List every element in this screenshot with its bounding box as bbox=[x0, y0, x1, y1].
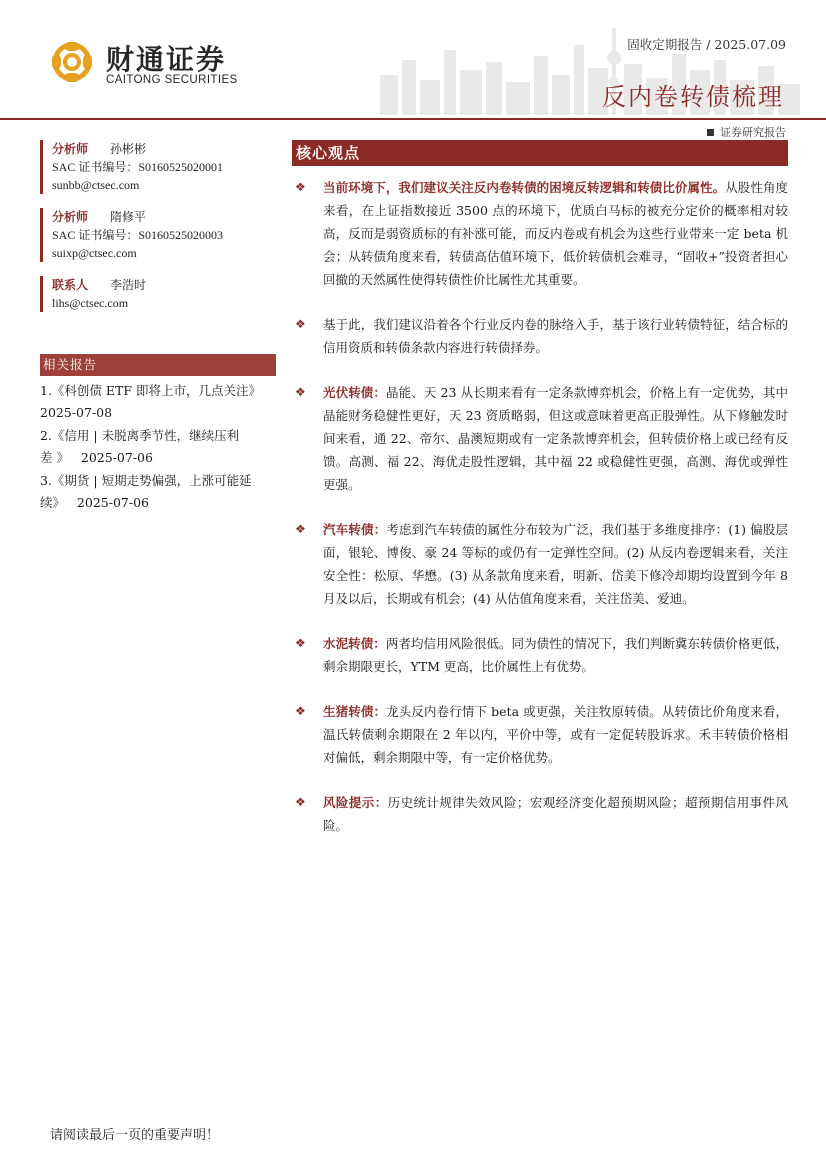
square-bullet-icon bbox=[707, 129, 714, 136]
related-reports-heading: 相关报告 bbox=[40, 354, 276, 376]
sidebar bbox=[40, 140, 276, 515]
point-body: 晶能、天 23 从长期来看有一定条款博弈机会，价格上有一定优势，其中晶能财务稳健性更好，天 23 资质略弱，但这或意味着更高正股弹性。从下修触发时间来看，通 22、帝尔、晶澳短期或有一定条款博弈机会，但转债价格上或已经有反馈。高测、福 22、海优走股性逻辑，其中福 22 或稳健性更强，高测、海优或弹性更强。 bbox=[323, 385, 788, 492]
related-report-date: 2025-07-08 bbox=[40, 405, 113, 420]
analyst-role: 分析师 bbox=[52, 210, 89, 224]
core-point bbox=[292, 176, 788, 291]
diamond-bullet-icon: ❖ bbox=[295, 522, 306, 536]
related-report-title: 2.《信用 | 未脱离季节性，继续压利 bbox=[40, 428, 240, 443]
page-header bbox=[0, 0, 826, 139]
point-lead: 生猪转债： bbox=[323, 704, 387, 719]
analyst-email[interactable]: sunbb@ctsec.com bbox=[52, 178, 140, 192]
report-title: 反内卷转债梳理 bbox=[602, 83, 784, 111]
analyst-role: 分析师 bbox=[52, 142, 89, 156]
contact-email[interactable]: lihs@ctsec.com bbox=[52, 296, 129, 310]
diamond-bullet-icon: ❖ bbox=[295, 180, 306, 194]
diamond-bullet-icon: ❖ bbox=[295, 704, 306, 718]
point-body: 从股性角度来看，在上证指数接近 3500 点的环境下，优质白马标的被充分定价的概率相对较高，反而是弱资质标的有补涨可能，而反内卷或有机会为这些行业带来一定 beta 机会；从转债角度来看，转债高估值环境下，低价转债机会难寻，“固收+”投资者担心回撤的天然属性使得转债性价比属性尤其重要。 bbox=[323, 180, 788, 287]
related-report-item[interactable] bbox=[40, 470, 276, 514]
report-type-label: 证券研究报告 bbox=[720, 126, 786, 139]
contact-name: 李浩时 bbox=[110, 278, 147, 292]
core-point bbox=[292, 791, 788, 837]
contact-card bbox=[40, 276, 276, 312]
caitong-logo-icon bbox=[50, 40, 94, 84]
diamond-bullet-icon: ❖ bbox=[295, 317, 306, 331]
related-report-item[interactable] bbox=[40, 425, 276, 469]
point-lead: 水泥转债： bbox=[323, 636, 386, 651]
related-report-title: 3.《期货 | 短期走势偏强，上涨可能延 bbox=[40, 473, 252, 488]
core-point bbox=[292, 518, 788, 610]
analyst-sac-number: SAC 证书编号：S0160525020003 bbox=[52, 228, 224, 242]
point-body: 历史统计规律失效风险；宏观经济变化超预期风险；超预期信用事件风险。 bbox=[323, 795, 788, 833]
diamond-bullet-icon: ❖ bbox=[295, 636, 306, 650]
point-body: 两者均信用风险很低。同为债性的情况下，我们判断冀东转债价格更低，剩余期限更长，YTM 更高，比价属性上有优势。 bbox=[323, 636, 788, 674]
core-views-section bbox=[292, 140, 788, 859]
core-views-heading: 核心观点 bbox=[292, 140, 788, 166]
core-point bbox=[292, 700, 788, 769]
contact-role: 联系人 bbox=[52, 278, 89, 292]
related-reports bbox=[40, 354, 276, 514]
related-report-date: 差 》 2025-07-06 bbox=[40, 450, 153, 465]
diamond-bullet-icon: ❖ bbox=[295, 385, 306, 399]
analyst-sac-number: SAC 证书编号：S0160525020001 bbox=[52, 160, 224, 174]
logo-chinese-name: 财通证券 bbox=[106, 43, 227, 76]
company-logo bbox=[50, 40, 250, 90]
related-reports-list bbox=[40, 380, 276, 514]
core-point bbox=[292, 381, 788, 496]
related-report-item[interactable] bbox=[40, 380, 276, 424]
header-divider bbox=[0, 118, 826, 120]
point-lead: 风险提示： bbox=[323, 795, 388, 810]
analyst-name: 隋修平 bbox=[110, 210, 147, 224]
core-point bbox=[292, 632, 788, 678]
point-body: 考虑到汽车转债的属性分布较为广泛，我们基于多维度排序：(1) 偏股层面，银轮、博俊、豪 24 等标的或仍有一定弹性空间。(2) 从反内卷逻辑来看，关注安全性：松原、华懋。(3) 从条款角度来看，明新、岱美下修冷却期均设置到今年 8 月及以后，长期或有机会；(4) 从估值角度来看，关注岱美、爱迪。 bbox=[323, 522, 788, 606]
disclaimer-notice: 请阅读最后一页的重要声明！ bbox=[50, 1128, 220, 1143]
analyst-name: 孙彬彬 bbox=[110, 142, 147, 156]
core-views-list bbox=[292, 176, 788, 837]
diamond-bullet-icon: ❖ bbox=[295, 795, 306, 809]
core-point bbox=[292, 313, 788, 359]
analyst-card bbox=[40, 140, 276, 194]
analyst-card bbox=[40, 208, 276, 262]
point-lead: 光伏转债： bbox=[323, 385, 387, 400]
report-type-tag bbox=[707, 124, 786, 140]
logo-english-name: CAITONG SECURITIES bbox=[106, 74, 238, 86]
point-body: 龙头反内卷行情下 beta 或更强，关注牧原转债。从转债比价角度来看，温氏转债剩余期限在 2 年以内，平价中等，或有一定促转股诉求。禾丰转债价格相对偏低，剩余期限中等，有一定价格优势。 bbox=[323, 704, 788, 765]
point-lead: 汽车转债： bbox=[323, 522, 387, 537]
related-report-date: 续》 2025-07-06 bbox=[40, 495, 149, 510]
point-body: 基于此，我们建议沿着各个行业反内卷的脉络入手，基于该行业转债特征，结合标的信用资质和转债条款内容进行转债择券。 bbox=[323, 317, 788, 355]
report-category-date: 固收定期报告 / 2025.07.09 bbox=[627, 37, 786, 52]
related-report-title: 1.《科创债 ETF 即将上市，几点关注》 bbox=[40, 383, 262, 398]
point-lead: 当前环境下，我们建议关注反内卷转债的困境反转逻辑和转债比价属性。 bbox=[323, 180, 726, 195]
analyst-email[interactable]: suixp@ctsec.com bbox=[52, 246, 137, 260]
